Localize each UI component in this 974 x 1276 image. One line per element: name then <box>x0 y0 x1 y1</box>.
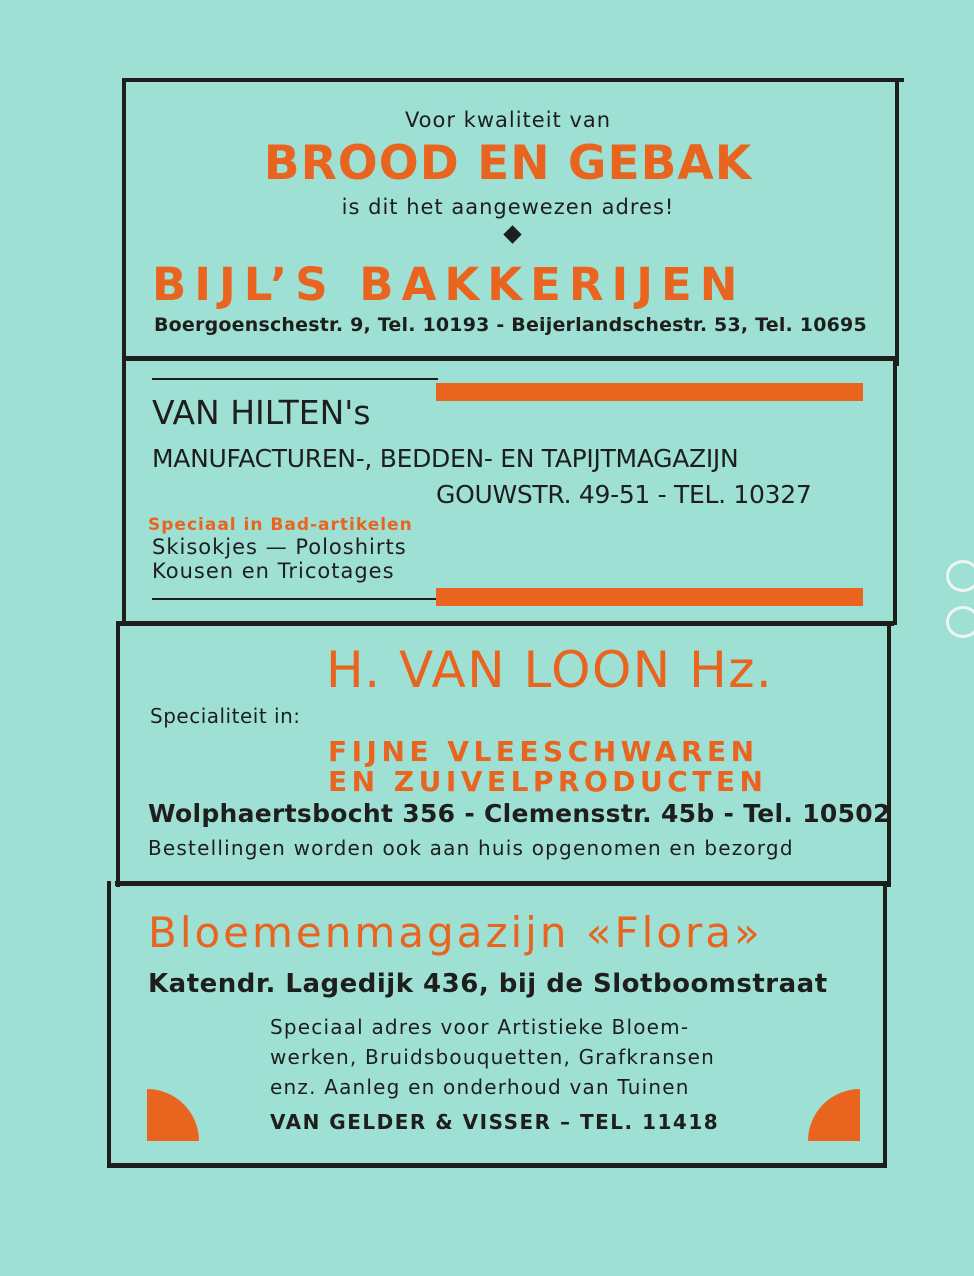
binding-ring-icon <box>946 560 974 592</box>
quarter-circle-left-icon <box>147 1089 199 1141</box>
van-hilten-special: Speciaal in Bad-artikelen <box>148 515 413 535</box>
binding-ring-icon <box>946 606 974 638</box>
van-hilten-items-1: Skisokjes — Poloshirts <box>152 535 407 559</box>
flora-address: Katendr. Lagedijk 436, bij de Slotboomstraat <box>148 969 828 999</box>
quarter-circle-right-icon <box>808 1089 860 1141</box>
van-loon-name: H. VAN LOON Hz. <box>326 641 774 699</box>
frame-right-bottom <box>883 881 887 1167</box>
van-hilten-top-bar <box>436 383 863 401</box>
van-loon-products-2: EN ZUIVELPRODUCTEN <box>328 765 768 798</box>
divider-3 <box>115 881 890 886</box>
frame-left-bottom <box>107 881 111 1167</box>
frame-bottom-line <box>107 1163 887 1168</box>
frame-right-mid <box>893 360 897 625</box>
bakery-headline: BROOD EN GEBAK <box>263 136 753 191</box>
van-hilten-business: MANUFACTUREN-, BEDDEN- EN TAPIJTMAGAZIJN <box>152 444 739 473</box>
flora-desc-3: enz. Aanleg en onderhoud van Tuinen <box>270 1075 690 1099</box>
bakery-subline: is dit het aangewezen adres! <box>341 195 675 219</box>
flora-contact: VAN GELDER & VISSER – TEL. 11418 <box>270 1110 720 1134</box>
van-hilten-items-2: Kousen en Tricotages <box>152 559 395 583</box>
van-loon-address: Wolphaertsbocht 356 - Clemensstr. 45b - Tel. 10502 <box>148 799 891 828</box>
van-loon-note: Bestellingen worden ook aan huis opgenomen en bezorgd <box>148 836 794 860</box>
van-hilten-bottom-bar <box>436 588 863 606</box>
van-loon-intro: Specialiteit in: <box>150 704 301 728</box>
van-hilten-bottom-rule <box>152 598 438 600</box>
van-hilten-address: GOUWSTR. 49-51 - TEL. 10327 <box>436 480 812 509</box>
bakery-intro: Voor kwaliteit van <box>404 108 612 132</box>
van-hilten-top-rule <box>152 378 438 380</box>
frame-left-lower <box>116 621 120 887</box>
van-loon-products-1: FIJNE VLEESCHWAREN <box>328 735 759 768</box>
van-hilten-name: VAN HILTEN's <box>152 393 371 432</box>
frame-right-lower <box>887 621 891 887</box>
bakery-address: Boergoenschestr. 9, Tel. 10193 - Beijerlandschestr. 53, Tel. 10695 <box>154 314 867 336</box>
frame-top-line <box>122 78 904 82</box>
bakery-name: BIJL’S BAKKERIJEN <box>152 258 746 311</box>
flora-name: Bloemenmagazijn «Flora» <box>148 908 763 957</box>
diamond-ornament-icon <box>503 225 521 243</box>
flora-desc-1: Speciaal adres voor Artistieke Bloem- <box>270 1015 690 1039</box>
divider-1 <box>122 356 898 361</box>
divider-2 <box>118 621 894 626</box>
flora-desc-2: werken, Bruidsbouquetten, Grafkransen <box>270 1045 715 1069</box>
